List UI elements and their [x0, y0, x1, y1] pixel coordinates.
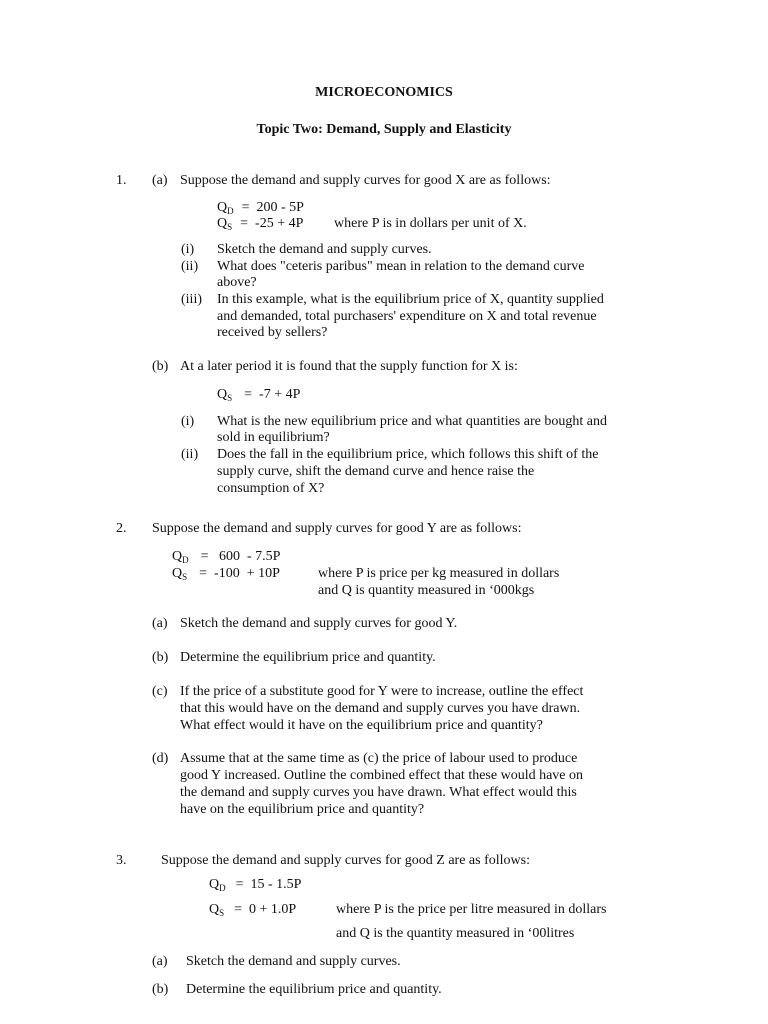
- part-text: have on the equilibrium price and quantity?: [180, 802, 425, 817]
- subpart-label: (ii): [181, 447, 199, 462]
- equation-note: and Q is quantity measured in ‘000kgs: [318, 583, 535, 598]
- part-text: At a later period it is found that the supply function for X is:: [180, 359, 518, 374]
- part-text: Sketch the demand and supply curves for good Y.: [180, 616, 458, 631]
- question-text: Suppose the demand and supply curves for good Z are as follows:: [161, 853, 530, 868]
- subpart-text: above?: [217, 275, 257, 290]
- part-text: What effect would it have on the equilibrium price and quantity?: [180, 718, 543, 733]
- supply-equation: $Q_S = -7 + 4P$: [217, 387, 301, 403]
- part-label: (c): [152, 684, 168, 699]
- subpart-text: received by sellers?: [217, 325, 328, 340]
- part-text: Assume that at the same time as (c) the price of labour used to produce: [180, 751, 578, 766]
- part-label: (a): [152, 954, 168, 969]
- question-number: 1.: [116, 173, 127, 188]
- part-text: the demand and supply curves you have drawn. What effect would this: [180, 785, 577, 800]
- equation-note: where P is price per kg measured in dollars: [318, 566, 560, 581]
- subpart-label: (i): [181, 242, 195, 257]
- demand-equation: $Q_D = 15 - 1.5P$: [209, 877, 302, 893]
- part-text: that this would have on the demand and supply curves you have drawn.: [180, 701, 581, 716]
- part-text: Sketch the demand and supply curves.: [186, 954, 401, 969]
- subpart-text: In this example, what is the equilibrium price of X, quantity supplied: [217, 292, 604, 307]
- question-text: Suppose the demand and supply curves for good Y are as follows:: [152, 521, 522, 536]
- equation-note: and Q is the quantity measured in ‘00litres: [336, 926, 575, 941]
- part-label: (d): [152, 751, 169, 766]
- subpart-text: Sketch the demand and supply curves.: [217, 242, 432, 257]
- subpart-text: supply curve, shift the demand curve and hence raise the: [217, 464, 535, 479]
- part-text: Determine the equilibrium price and quantity.: [186, 982, 442, 997]
- part-label: (b): [152, 650, 169, 665]
- part-label: (b): [152, 359, 169, 374]
- part-text: Suppose the demand and supply curves for good X are as follows:: [180, 173, 551, 188]
- part-text: good Y increased. Outline the combined effect that these would have on: [180, 768, 584, 783]
- subpart-label: (i): [181, 414, 195, 429]
- part-label: (a): [152, 173, 168, 188]
- subpart-label: (iii): [181, 292, 202, 307]
- part-text: Determine the equilibrium price and quantity.: [180, 650, 436, 665]
- subpart-text: sold in equilibrium?: [217, 430, 330, 445]
- demand-equation: $Q_D = 600 - 7.5P$: [172, 549, 281, 565]
- topic-heading: Topic Two: Demand, Supply and Elasticity: [256, 122, 512, 137]
- equation-note: where P is in dollars per unit of X.: [334, 216, 527, 231]
- question-number: 2.: [116, 521, 127, 536]
- subpart-label: (ii): [181, 259, 199, 274]
- equation-note: where P is the price per litre measured in dollars: [336, 902, 607, 917]
- supply-equation: $Q_S = -100 + 10P$: [172, 566, 280, 582]
- question-number: 3.: [116, 853, 127, 868]
- supply-equation: $Q_S = 0 + 1.0P$: [209, 902, 297, 918]
- supply-equation: $Q_S = -25 + 4P$: [217, 216, 304, 232]
- part-label: (b): [152, 982, 169, 997]
- part-label: (a): [152, 616, 168, 631]
- demand-equation: $Q_D = 200 - 5P$: [217, 200, 304, 216]
- subpart-text: and demanded, total purchasers' expenditure on X and total revenue: [217, 309, 597, 324]
- subpart-text: Does the fall in the equilibrium price, which follows this shift of the: [217, 447, 599, 462]
- part-text: If the price of a substitute good for Y were to increase, outline the effect: [180, 684, 584, 699]
- document-title: MICROECONOMICS: [315, 85, 453, 100]
- subpart-text: What is the new equilibrium price and what quantities are bought and: [217, 414, 607, 429]
- subpart-text: consumption of X?: [217, 481, 325, 496]
- subpart-text: What does "ceteris paribus" mean in relation to the demand curve: [217, 259, 585, 274]
